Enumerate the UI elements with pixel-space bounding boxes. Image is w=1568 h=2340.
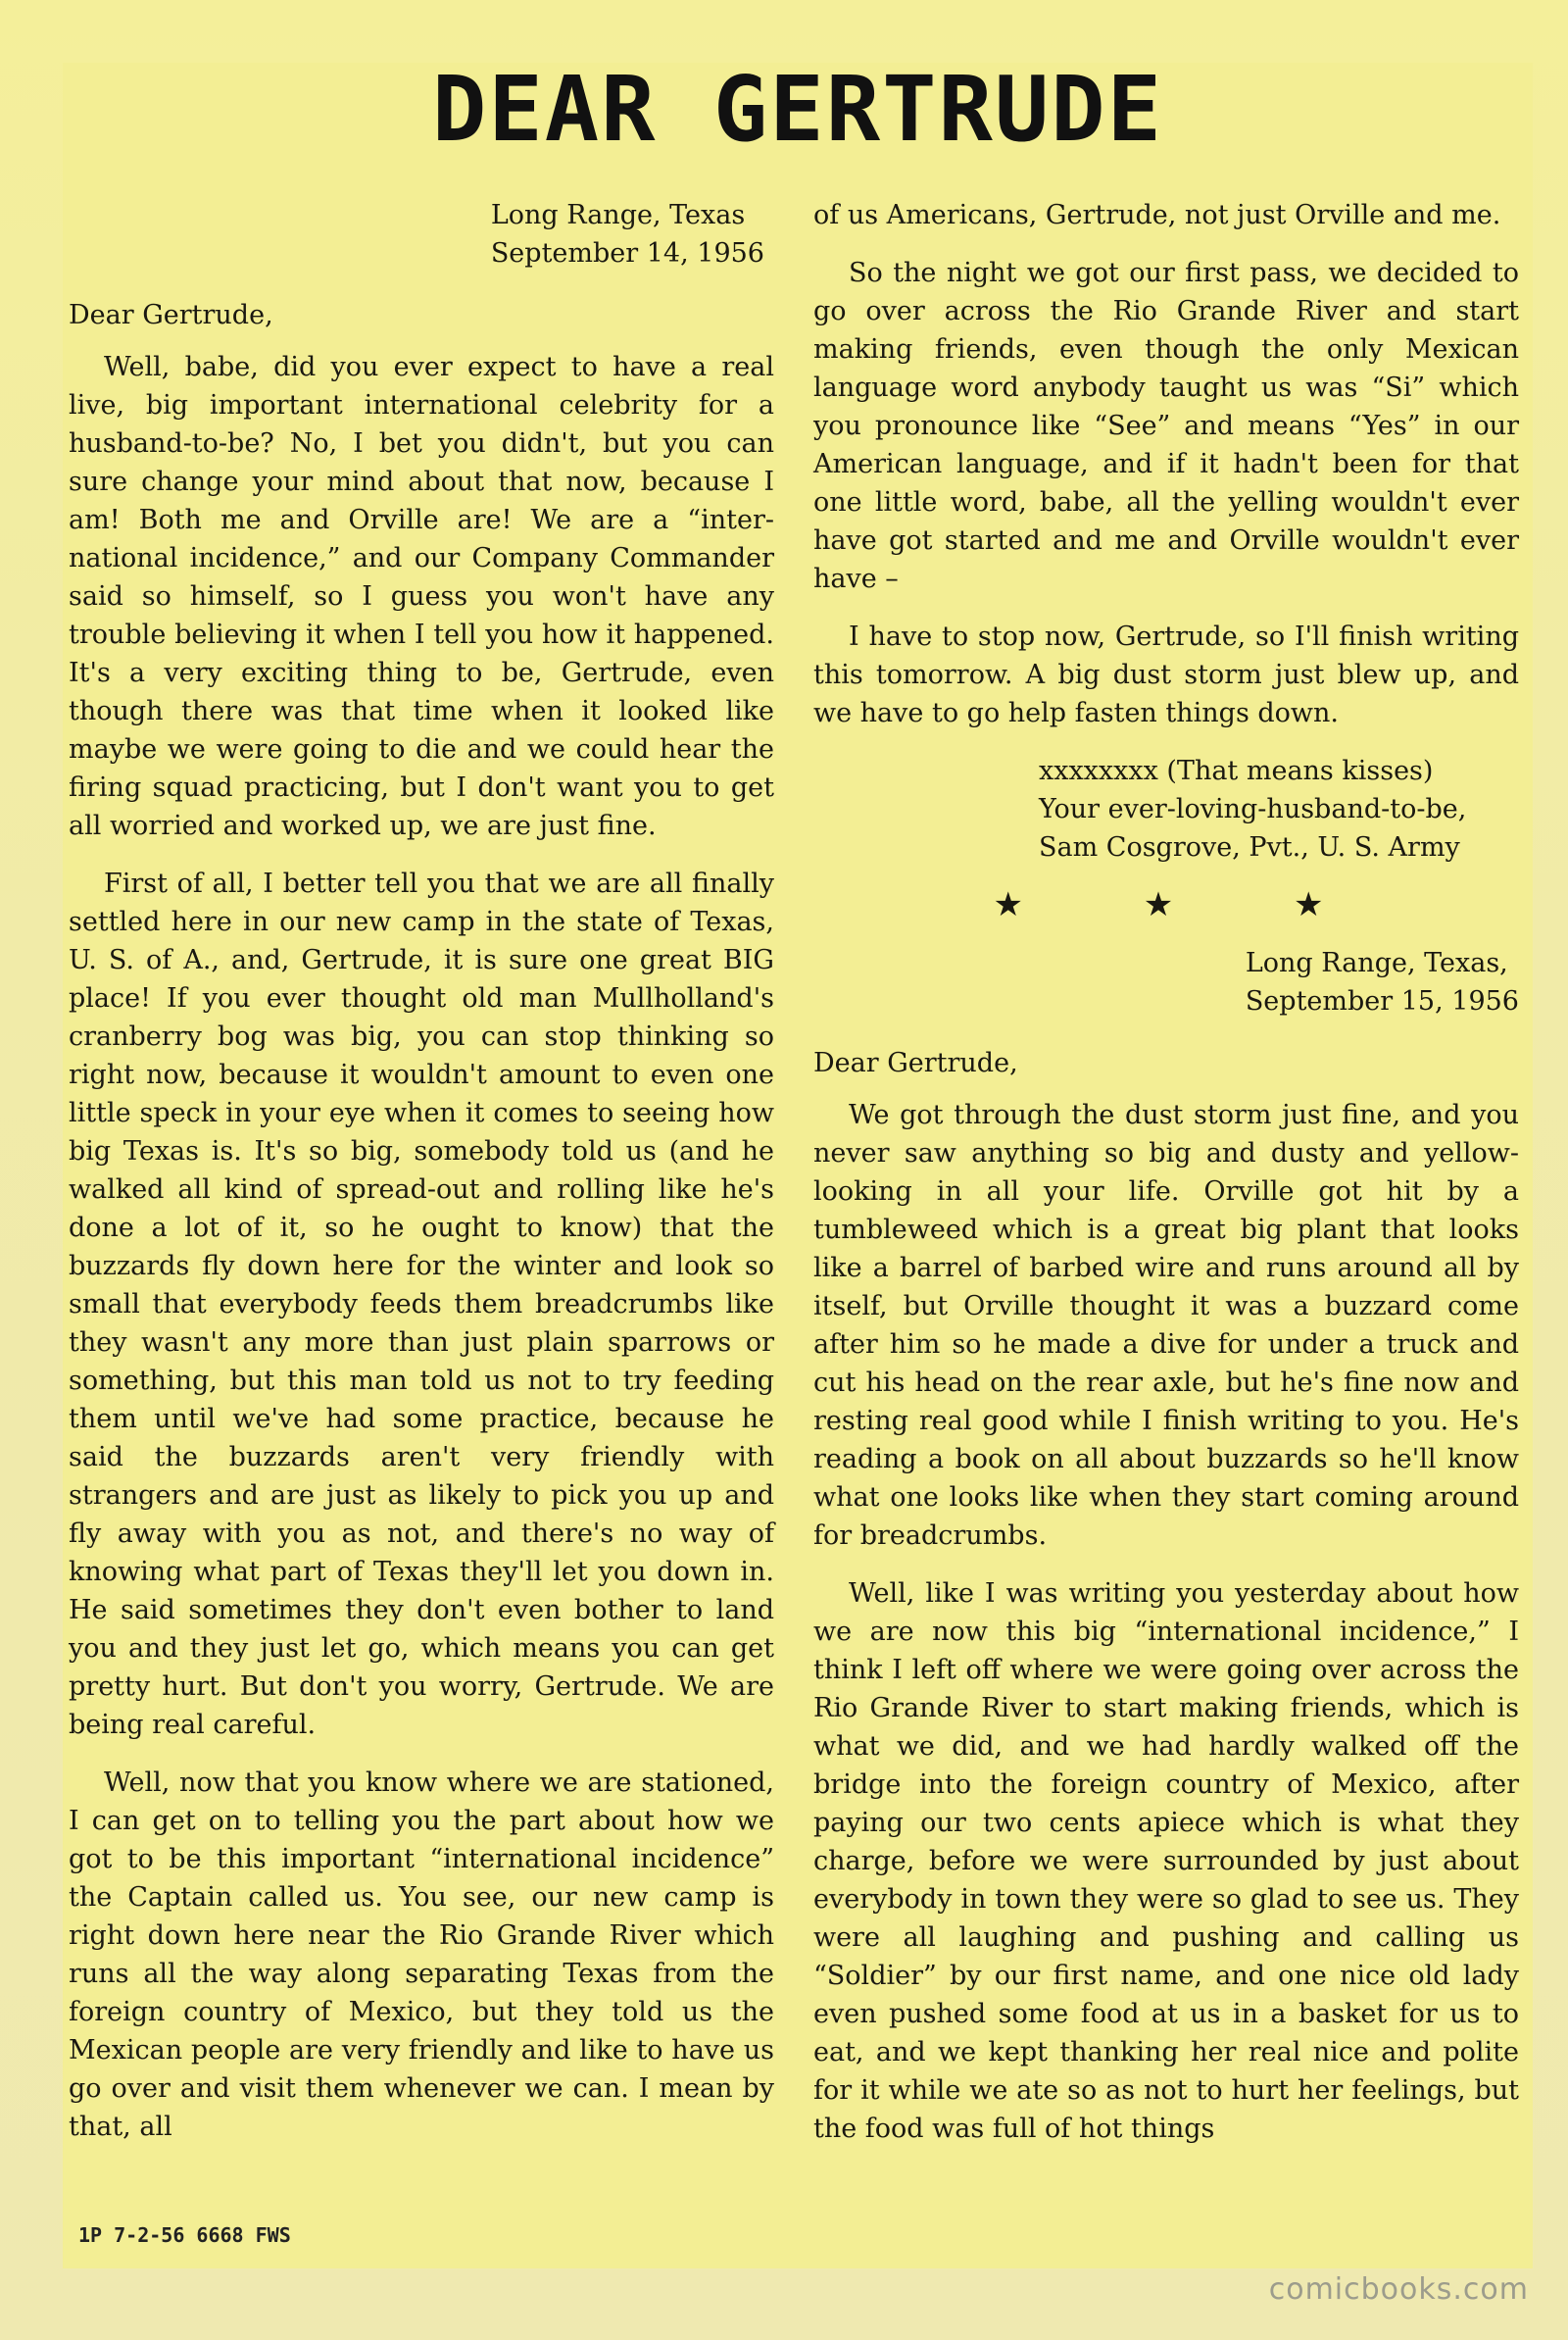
letter1-paragraph-3-continued: of us Americans, Gertrude, not just Orville and me. [813, 200, 1501, 230]
signoff-closing: Your ever-loving-husband-to-be, [1039, 794, 1467, 824]
letter2-paragraph-1: We got through the dust storm just fine, and you never saw anything so big and dusty and yellow-looking in all your life. Orville got hit by a tumbleweed which is a great big plant that looks like a barrel of barbed wire and runs around all by itself, but Orville thought it was a buzzard come after him so he made a dive for under a truck and cut his head on the rear axle, but he's fine now and resting real good while I finish writing to you. He's reading a book on all about buzzards so he'll know what one looks like when they start coming around for breadcrumbs. [813, 1100, 1519, 1551]
right-column [813, 196, 1519, 2167]
letter2-dateline [813, 944, 1519, 1021]
page-title: DEAR GERTRUDE [431, 57, 1164, 162]
letter2-date: September 15, 1956 [1245, 986, 1519, 1017]
print-code: 1P 7-2-56 6668 FWS [78, 2223, 291, 2247]
watermark: comicbooks.com [1268, 2272, 1529, 2307]
letter1-paragraph-2: First of all, I better tell you that we are all finally settled here in our new camp in the state of Texas, U. S. of A., and, Gertrude, it is sure one great BIG place! If you ever thought old man Mullholland's cranberry bog was big, you can stop thinking so right now, because it wouldn't amount to even one little speck in your eye when it comes to seeing how big Texas is. It's so big, somebody told us (and he walked all kind of spread-out and rolling like he's done a lot of it, so he ought to know) that the buzzards fly down here for the winter and look so small that everybody feeds them breadcrumbs like they wasn't any more than just plain sparrows or something, but this man told us not to try feeding them until we've had some practice, because he said the buzzards aren't very friendly with strangers and are just as likely to pick you up and fly away with you as not, and there's no way of knowing what part of Texas they'll let you down in. He said sometimes they don't even bother to land you and they just let go, which means you can get pretty hurt. But don't you worry, Gertrude. We are being real careful. [69, 869, 774, 1740]
letter1-dateline [69, 196, 774, 273]
star-separator: ★ ★ ★ [993, 885, 1379, 924]
left-column [69, 196, 774, 2146]
letter1-salutation: Dear Gertrude, [69, 300, 273, 330]
signoff-signature: Sam Cosgrove, Pvt., U. S. Army [1039, 832, 1460, 863]
letter2-place: Long Range, Texas, [1245, 948, 1508, 978]
signoff-kisses: xxxxxxxx (That means kisses) [1039, 756, 1434, 786]
letter1-paragraph-4: So the night we got our first pass, we decided to go over across the Rio Grande River and start making friends, even though the only Mexican language word anybody taught us was “Si” which you pronounce like “See” and means “Yes” in our American language, and if it hadn't been for that one little word, babe, all the yelling wouldn't ever have got started and me and Orville wouldn't ever have – [813, 258, 1519, 594]
letter2-paragraph-2: Well, like I was writing you yesterday about how we are now this big “international incidence,” I think I left off where we were going over across the Rio Grande River to start making friends, which is what we did, and we had hardly walked off the bridge into the foreign country of Mexico, after paying our two cents apiece which is what they charge, before we were surrounded by just about everybody in town they were so glad to see us. They were all laughing and pushing and calling us “Soldier” by our first name, and one nice old lady even pushed some food at us in a basket for us to eat, and we kept thanking her real nice and polite for it while we ate so as not to hurt her feelings, but the food was full of hot things [813, 1578, 1519, 2144]
letter1-paragraph-3: Well, now that you know where we are stationed, I can get on to telling you the part about how we got to be this important “international incidence” the Captain called us. You see, our new camp is right down here near the Rio Grande River which runs all the way along separating Texas from the foreign country of Mexico, but they told us the Mexican people are very friendly and like to have us go over and visit them whenever we can. I mean by that, all [69, 1767, 774, 2142]
letter2-salutation: Dear Gertrude, [813, 1048, 1018, 1078]
letter1-signoff [813, 752, 1519, 867]
letter1-paragraph-5: I have to stop now, Gertrude, so I'll finish writing this tomorrow. A big dust storm just blew up, and we have to go help fasten things down. [813, 622, 1519, 728]
letter1-paragraph-1: Well, babe, did you ever expect to have a real live, big important international celebrity for a husband-to-be? No, I bet you didn't, but you can sure change your mind about that now, because I am! Both me and Orville are! We are a “inter-national incidence,” and our Company Commander said so himself, so I guess you won't have any trouble believing it when I tell you how it happened. It's a very exciting thing to be, Gertrude, even though there was that time when it looked like maybe we were going to die and we could hear the firing squad practicing, but I don't want you to get all worried and worked up, we are just fine. [69, 352, 774, 841]
letter1-place: Long Range, Texas [490, 200, 746, 230]
letter1-date: September 14, 1956 [490, 238, 764, 269]
